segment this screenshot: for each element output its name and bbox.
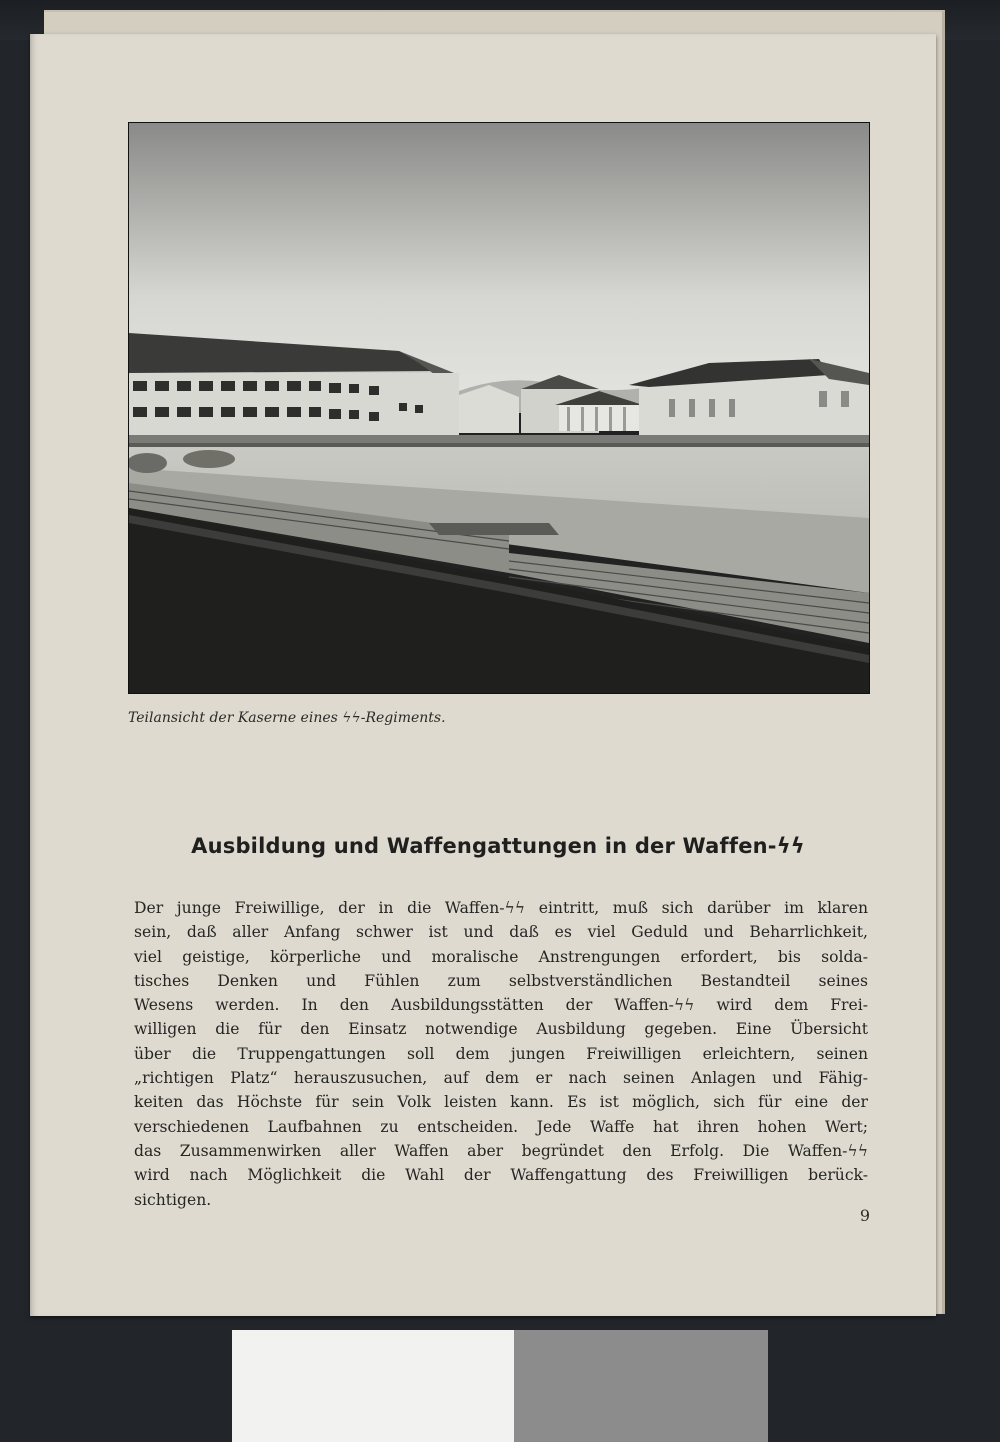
document-page [30, 34, 936, 1316]
body-line: tisches Denken und Fühlen zum selbstverständlichen Bestandteil seines [134, 971, 868, 990]
body-line: sein, daß aller Anfang schwer ist und daß es viel Geduld und Beharrlichkeit, [134, 923, 868, 942]
body-line: Wesens werden. In den Ausbildungsstätten der Waffen-ϟϟ wird dem Frei- [134, 996, 868, 1015]
section-heading: Ausbildung und Waffengattungen in der Waffen-ϟϟ [191, 834, 805, 858]
photo-caption: Teilansicht der Kaserne eines ϟϟ-Regiments. [128, 710, 446, 726]
body-line: verschiedenen Laufbahnen zu entscheiden. Jede Waffe hat ihren hohen Wert; [134, 1117, 868, 1136]
body-line: willigen die für den Einsatz notwendige Ausbildung gegeben. Eine Übersicht [134, 1020, 868, 1039]
body-paragraph [134, 896, 868, 1212]
calibration-strip-white [232, 1330, 514, 1442]
body-line: das Zusammenwirken aller Waffen aber begründet den Erfolg. Die Waffen-ϟϟ [134, 1141, 868, 1160]
body-line: viel geistige, körperliche und moralische Anstrengungen erfordert, bis solda- [134, 947, 868, 966]
body-line: „richtigen Platz“ herauszusuchen, auf dem er nach seinen Anlagen und Fähig- [134, 1069, 868, 1088]
page-number: 9 [859, 1206, 870, 1225]
body-line: sichtigen. [134, 1190, 212, 1209]
body-line: wird nach Möglichkeit die Wahl der Waffengattung des Freiwilligen berück- [134, 1166, 868, 1185]
calibration-strip-gray [514, 1330, 768, 1442]
body-line: über die Truppengattungen soll dem jungen Freiwilligen erleichtern, seinen [134, 1044, 868, 1063]
barracks-photo-icon [128, 122, 870, 694]
body-line: keiten das Höchste für sein Volk leisten kann. Es ist möglich, sich für eine der [134, 1093, 868, 1112]
body-line: Der junge Freiwillige, der in die Waffen-ϟϟ eintritt, muß sich darüber im klaren [134, 899, 868, 917]
